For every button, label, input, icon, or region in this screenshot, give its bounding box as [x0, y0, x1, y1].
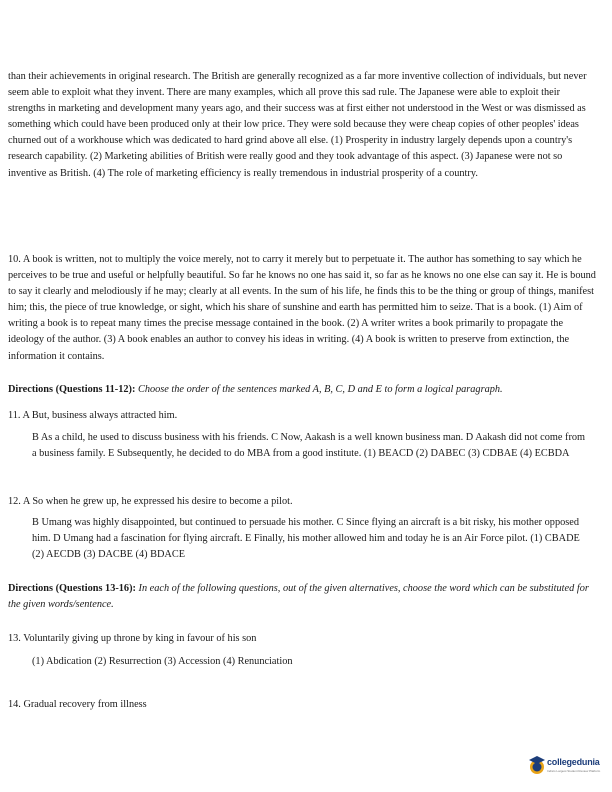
question-11-body: B As a child, he used to discuss business with his friends. C Now, Aakash is a well known business man. D Aakash did not come from a business family. E Subsequently, he decided to do MBA from a good institute. (1) BEACD (2) DABEC (3) CDBAE (4) ECBDA	[32, 432, 586, 459]
logo-tagline: India's Largest Student Review Platform	[547, 769, 601, 773]
question-11-stem: 11. A But, business always attracted him.	[8, 410, 178, 421]
question-10: 10. A book is written, not to multiply the voice merely, not to carry it merely but to perpetuate it. The author has something to say which he perceives to be true and useful or helpfully beautiful. So far he knows no one has said it, so far as he knows no one else can say it. He is bound to say it clearly and melodiously if he may; clearly at all events. In the sum of his life, he finds this to be the thing or group of things, manifest him; this, the piece of true knowledge, or sight, which his share of sunshine and earth has permitted him to seize. That is a book. (1) Aim of writing a book is to repeat many times the precise message contained in the book. (2) A writer writes a book primarily to propagate the ideology of the author. (3) A book enables an author to convey his ideas in writing. (4) A book is written to preserve from extinction, the information it contains.	[8, 254, 596, 362]
graduate-cap-icon	[528, 754, 546, 776]
directions-text: Choose the order of the sentences marked A, B, C, D and E to form a logical paragraph.	[137, 384, 503, 395]
question-13-stem: 13. Voluntarily giving up throne by king in favour of his son	[8, 633, 257, 644]
question-13-options: (1) Abdication (2) Resurrection (3) Accession (4) Renunciation	[32, 656, 293, 667]
question-12-stem: 12. A So when he grew up, he expressed his desire to become a pilot.	[8, 496, 293, 507]
directions-label: Directions (Questions 13-16):	[8, 583, 136, 594]
collegedunia-logo	[528, 754, 608, 780]
question-14-stem: 14. Gradual recovery from illness	[8, 699, 147, 710]
directions-label: Directions (Questions 11-12):	[8, 384, 136, 395]
passage-intro: than their achievements in original research. The British are generally recognized as a far more inventive collection of individuals, but never seem able to exploit what they invent. There are many examples, which all prove this sad rule. The Japanese were able to exploit their strengths in marketing and development many years ago, and their success was at first either not understood in the West or was dismissed as something which could have been produced only at their low price. They were sold because they were cheap copies of other peoples' ideas churned out of a workhouse which was dedicated to hard grind above all else. (1) Prosperity in industry largely depends upon a country's research capability. (2) Marketing abilities of British were really good and they took advantage of this aspect. (3) Japanese were not so inventive as British. (4) The role of marketing efficiency is really tremendous in industrial prosperity of a country.	[8, 71, 587, 179]
directions-11-12	[8, 382, 598, 398]
logo-wordmark: collegedunia	[547, 757, 600, 767]
directions-text: In each of the following questions, out of the given alternatives, choose the word which can be substituted for the given words/sentence.	[8, 583, 589, 610]
question-12-body: B Umang was highly disappointed, but continued to persuade his mother. C Since flying an aircraft is a bit risky, his mother opposed him. D Umang had a fascination for flying aircraft. E Finally, his mother allowed him and today he is an Air Force pilot. (1) CBADE (2) AECDB (3) DACBE (4) BDACE	[32, 517, 580, 560]
directions-13-16	[8, 581, 598, 612]
